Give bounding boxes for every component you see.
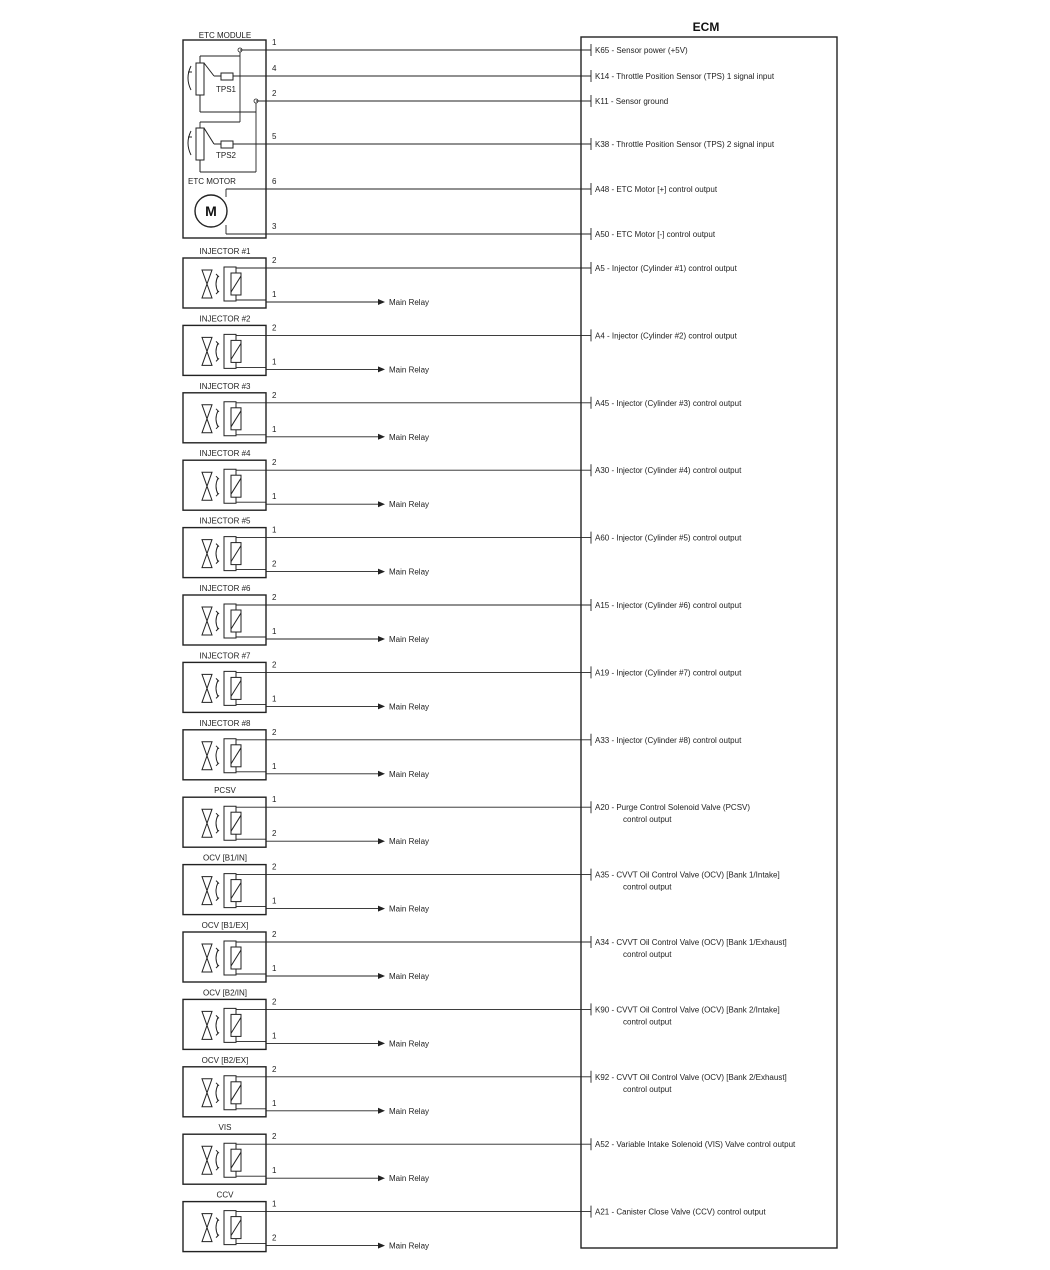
component-pin-bottom: 2 xyxy=(272,829,277,839)
arrow-right-icon xyxy=(378,703,385,709)
component-title: INJECTOR #8 xyxy=(199,718,251,728)
component-pin-top: 2 xyxy=(272,458,277,468)
ecm-pin-comp-6 xyxy=(591,599,742,611)
solenoid-valve-icon xyxy=(202,334,241,368)
solenoid-valve-icon xyxy=(202,402,241,436)
etc-pin-number: 6 xyxy=(272,177,277,186)
component-title: OCV [B1/EX] xyxy=(201,921,249,930)
component-pin-bottom: 1 xyxy=(272,694,277,704)
arrow-right-icon xyxy=(378,636,385,642)
main-relay-label: Main Relay xyxy=(389,769,430,779)
ecm-pin-etc-3 xyxy=(591,95,668,107)
tps1-label: TPS1 xyxy=(215,85,237,94)
component-14 xyxy=(183,1123,796,1184)
arrow-right-icon xyxy=(378,1243,385,1249)
component-pin-bottom: 1 xyxy=(272,964,277,973)
ecm-pin-label: A35 - CVVT Oil Control Valve (OCV) [Bank 1/Intake] xyxy=(595,870,780,880)
ecm-pin-label: K90 - CVVT Oil Control Valve (OCV) [Bank 2/Intake] xyxy=(595,1005,780,1015)
ecm-pin-comp-15 xyxy=(591,1206,766,1218)
solenoid-valve-icon xyxy=(202,267,241,301)
component-pin-top: 2 xyxy=(272,1064,277,1074)
ecm-pin-comp-14 xyxy=(591,1138,796,1150)
component-pin-bottom: 1 xyxy=(272,1098,277,1108)
ecm-pin-label: A48 - ETC Motor [+] control output xyxy=(595,185,718,194)
component-15 xyxy=(183,1191,766,1252)
component-13 xyxy=(183,1056,787,1117)
main-relay-label: Main Relay xyxy=(389,432,430,442)
main-relay-label: Main Relay xyxy=(389,1241,430,1251)
solenoid-valve-icon xyxy=(202,739,241,773)
component-title: INJECTOR #6 xyxy=(199,584,251,593)
arrow-right-icon xyxy=(378,569,385,575)
solenoid-valve-icon xyxy=(202,469,241,503)
main-relay-label: Main Relay xyxy=(389,298,430,307)
ecm-pin-comp-5 xyxy=(591,532,742,544)
ecm-pin-comp-7 xyxy=(591,666,742,678)
component-pin-top: 2 xyxy=(272,390,277,400)
etc-pin-number: 1 xyxy=(272,38,277,47)
component-pin-bottom: 1 xyxy=(272,290,277,299)
main-relay-label: Main Relay xyxy=(389,635,430,644)
ecm-pin-etc-5 xyxy=(591,183,718,195)
component-title: INJECTOR #4 xyxy=(199,449,251,459)
ecm-pin-label: A33 - Injector (Cylinder #8) control output xyxy=(595,735,742,745)
arrow-right-icon xyxy=(378,1108,385,1114)
ecm-pin-comp-10 xyxy=(591,869,780,892)
component-pin-bottom: 1 xyxy=(272,1166,277,1176)
ecm-pin-label: A21 - Canister Close Valve (CCV) control output xyxy=(595,1207,766,1217)
etc-pin-number: 5 xyxy=(272,132,277,141)
etc-wire-3 xyxy=(256,89,668,107)
solenoid-valve-icon xyxy=(202,537,241,571)
arrow-right-icon xyxy=(378,838,385,844)
ecm-pin-label: A5 - Injector (Cylinder #1) control output xyxy=(595,264,737,273)
ecm-pin-comp-4 xyxy=(591,464,742,476)
etc-wire-6 xyxy=(226,222,716,240)
ecm-pin-label: A20 - Purge Control Solenoid Valve (PCSV) xyxy=(595,803,751,813)
solenoid-valve-icon xyxy=(202,1211,241,1245)
solenoid-valve-icon xyxy=(202,1143,241,1177)
ecm-pin-etc-6 xyxy=(591,228,716,240)
main-relay-label: Main Relay xyxy=(389,837,430,847)
component-title: INJECTOR #2 xyxy=(199,314,251,324)
component-pin-bottom: 2 xyxy=(272,1233,277,1243)
solenoid-valve-icon xyxy=(202,874,241,908)
component-6 xyxy=(183,584,742,645)
main-relay-label: Main Relay xyxy=(389,567,430,577)
ecm-pin-label: A15 - Injector (Cylinder #6) control output xyxy=(595,601,742,610)
ecm-pin-label: A60 - Injector (Cylinder #5) control output xyxy=(595,533,742,543)
ecm-pin-label-cont: control output xyxy=(623,815,672,825)
solenoid-valve-icon xyxy=(202,806,241,840)
main-relay-label: Main Relay xyxy=(389,365,430,375)
component-9 xyxy=(183,786,750,847)
arrow-right-icon xyxy=(378,366,385,372)
ecm-pin-label: A19 - Injector (Cylinder #7) control output xyxy=(595,668,742,678)
component-5 xyxy=(183,517,742,578)
arrow-right-icon xyxy=(378,501,385,507)
ecm-pin-comp-1 xyxy=(591,262,738,274)
solenoid-valve-icon xyxy=(202,941,241,975)
component-pin-bottom: 1 xyxy=(272,424,277,434)
component-pin-bottom: 2 xyxy=(272,559,277,569)
component-pin-top: 2 xyxy=(272,323,277,333)
component-title: VIS xyxy=(218,1123,232,1133)
component-pin-bottom: 1 xyxy=(272,627,277,636)
etc-wire-2 xyxy=(233,64,775,82)
ecm-pin-label: K11 - Sensor ground xyxy=(595,97,669,106)
component-10 xyxy=(183,854,780,915)
ecm-pin-comp-9 xyxy=(591,801,750,824)
component-pin-bottom: 1 xyxy=(272,357,277,367)
arrow-right-icon xyxy=(378,771,385,777)
ecm-pin-comp-13 xyxy=(591,1071,787,1094)
ecm-pin-label: A52 - Variable Intake Solenoid (VIS) Valve control output xyxy=(595,1140,796,1150)
etc-pin-number: 2 xyxy=(272,89,277,98)
component-pin-bottom: 1 xyxy=(272,761,277,771)
solenoid-valve-icon xyxy=(202,671,241,705)
ecm-pin-label: K14 - Throttle Position Sensor (TPS) 1 signal input xyxy=(595,72,775,81)
arrow-right-icon xyxy=(378,1040,385,1046)
component-title: OCV [B2/EX] xyxy=(201,1055,249,1065)
component-3 xyxy=(183,382,742,443)
ecm-pin-label: K92 - CVVT Oil Control Valve (OCV) [Bank 2/Exhaust] xyxy=(595,1072,787,1082)
component-pin-top: 1 xyxy=(272,1199,277,1209)
component-pin-bottom: 1 xyxy=(272,1031,277,1041)
component-title: OCV [B2/IN] xyxy=(202,988,248,998)
solenoid-valve-icon xyxy=(202,1076,241,1110)
component-title: CCV xyxy=(216,1190,234,1200)
component-pin-top: 2 xyxy=(272,862,277,872)
tps2-label: TPS2 xyxy=(215,151,237,160)
ecm-pin-label: A45 - Injector (Cylinder #3) control output xyxy=(595,398,742,408)
component-11 xyxy=(183,921,787,982)
ecm-pin-comp-12 xyxy=(591,1003,780,1026)
main-relay-label: Main Relay xyxy=(389,1039,430,1049)
main-relay-label: Main Relay xyxy=(389,702,430,712)
ecm-pin-label-cont: control output xyxy=(623,1017,672,1027)
ecm-pin-etc-2 xyxy=(591,70,775,82)
arrow-right-icon xyxy=(378,1175,385,1181)
ecm-box xyxy=(581,37,837,1248)
arrow-right-icon xyxy=(378,299,385,305)
component-pin-top: 2 xyxy=(272,727,277,737)
component-title: INJECTOR #5 xyxy=(199,516,251,526)
component-pin-top: 1 xyxy=(272,795,277,805)
motor-symbol: M xyxy=(205,203,217,219)
etc-wire-1 xyxy=(240,38,688,56)
component-pin-top: 2 xyxy=(272,930,277,939)
arrow-right-icon xyxy=(378,906,385,912)
solenoid-valve-icon xyxy=(202,604,241,638)
main-relay-label: Main Relay xyxy=(389,904,430,914)
tps1-sensor-icon xyxy=(188,56,233,112)
ecm-pin-label: A50 - ETC Motor [-] control output xyxy=(595,230,716,239)
ecm-pin-etc-1 xyxy=(591,44,688,56)
ecm-pin-label-cont: control output xyxy=(623,1084,672,1094)
component-pin-top: 1 xyxy=(272,525,277,535)
etc-motor-title: ETC MOTOR xyxy=(188,177,236,186)
ecm-pin-label-cont: control output xyxy=(623,882,672,892)
component-8 xyxy=(183,719,742,780)
etc-wire-4 xyxy=(233,132,775,150)
component-pin-top: 2 xyxy=(272,256,277,265)
component-title: OCV [B1/IN] xyxy=(202,853,248,863)
arrow-right-icon xyxy=(378,973,385,979)
component-2 xyxy=(183,314,738,375)
etc-module-title: ETC MODULE xyxy=(198,31,252,40)
component-pin-bottom: 1 xyxy=(272,896,277,906)
ecm-pin-comp-8 xyxy=(591,734,742,746)
arrow-right-icon xyxy=(378,434,385,440)
ecm-pin-label: K38 - Throttle Position Sensor (TPS) 2 signal input xyxy=(595,140,775,149)
component-title: INJECTOR #7 xyxy=(199,651,251,661)
component-1 xyxy=(183,247,738,308)
component-title: INJECTOR #3 xyxy=(199,381,251,391)
ecm-pin-label: A4 - Injector (Cylinder #2) control output xyxy=(595,331,737,341)
ecm-pin-label-cont: control output xyxy=(623,950,672,959)
component-12 xyxy=(183,988,780,1049)
component-pin-top: 2 xyxy=(272,997,277,1007)
ecm-pin-label: A30 - Injector (Cylinder #4) control output xyxy=(595,466,742,476)
component-4 xyxy=(183,449,742,510)
component-title: INJECTOR #1 xyxy=(199,247,251,256)
tps2-sensor-icon xyxy=(188,128,233,172)
ecm-pin-label: K65 - Sensor power (+5V) xyxy=(595,46,688,55)
component-title: PCSV xyxy=(214,786,236,796)
solenoid-valve-icon xyxy=(202,1008,241,1042)
component-pin-bottom: 1 xyxy=(272,492,277,502)
component-7 xyxy=(183,651,742,712)
component-pin-top: 2 xyxy=(272,593,277,602)
etc-pin-number: 4 xyxy=(272,64,277,73)
main-relay-label: Main Relay xyxy=(389,1106,430,1116)
ecm-title: ECM xyxy=(692,20,720,34)
ecm-pin-comp-2 xyxy=(591,329,738,341)
main-relay-label: Main Relay xyxy=(389,1174,430,1184)
component-pin-top: 2 xyxy=(272,660,277,670)
ecm-pin-label: A34 - CVVT Oil Control Valve (OCV) [Bank 1/Exhaust] xyxy=(595,938,787,947)
main-relay-label: Main Relay xyxy=(389,972,430,981)
main-relay-label: Main Relay xyxy=(389,500,430,510)
ecm-pin-comp-11 xyxy=(591,936,787,959)
ecm-pin-comp-3 xyxy=(591,397,742,409)
etc-wire-5 xyxy=(226,177,718,195)
ecm-pin-etc-4 xyxy=(591,138,775,150)
component-pin-top: 2 xyxy=(272,1132,277,1142)
etc-pin-number: 3 xyxy=(272,222,277,231)
